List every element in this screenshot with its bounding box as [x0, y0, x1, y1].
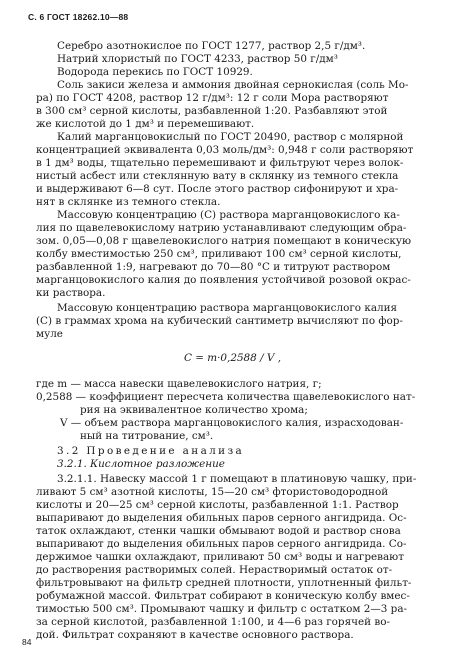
- text-line: ра) по ГОСТ 4208, раствор 12 г/дм³: 12 г соли Мора растворяют: [36, 92, 389, 104]
- text-line: Водорода перекись по ГОСТ 10929.: [57, 66, 253, 78]
- text-line: колбу вместимостью 250 см³, приливают 100 см³ серной кислоты,: [36, 248, 402, 260]
- text-line: 3.2.1.1. Навеску массой 1 г помещают в платиновую чашку, при-: [57, 473, 417, 485]
- text-line: выпаривают до выделения обильных паров серного ангидрида. Со-: [36, 538, 407, 550]
- text-line: и выдерживают 6—8 сут. После этого раствор сифонируют и хра-: [36, 183, 399, 195]
- text-line: ки раствора.: [36, 287, 106, 299]
- text-line: лия по щавелевокислому натрию устанавливают следующим обра-: [36, 222, 407, 234]
- subsection-heading: 3.2.1. Кислотное разложение: [57, 458, 225, 470]
- text-line: марганцовокислого калия до появления устойчивой розовой окрас-: [36, 274, 411, 286]
- section-heading: 3.2 Проведение анализа: [57, 445, 245, 457]
- text-line: нят в склянке из темного стекла.: [36, 196, 221, 208]
- text-line: концентрацией эквивалента 0,03 моль/дм³: 0,948 г соли растворяют: [36, 144, 414, 156]
- text-line: в 300 см³ серной кислоты, разбавленной 1:20. Разбавляют этой: [36, 105, 388, 117]
- text-line: Серебро азотнокислое по ГОСТ 1277, раствор 2,5 г/дм³.: [57, 40, 366, 52]
- text-line: в 1 дм³ воды, тщательно перемешивают и фильтруют через волок-: [36, 157, 404, 169]
- text-line: Натрий хлористый по ГОСТ 4233, раствор 50 г/дм³: [57, 53, 338, 65]
- text-line: держимое чашки охлаждают, приливают 50 см³ воды и нагревают: [36, 551, 404, 563]
- text-line: выпаривают до выделения обильных паров серного ангидрида. Ос-: [36, 512, 407, 524]
- text-line: кислоты и 20—25 см³ серной кислоты, разбавленной 1:1. Раствор: [36, 499, 399, 511]
- text-line: муле: [36, 328, 63, 340]
- text-line: Калий марганцовокислый по ГОСТ 20490, раствор с молярной: [57, 131, 404, 143]
- text-line: рия на эквивалентное количество хрома;: [80, 404, 308, 416]
- text-line: ный на титрование, см³.: [80, 430, 214, 442]
- text-line: 0,2588 — коэффициент пересчета количества щавелевокислого нат-: [36, 391, 416, 403]
- text-line: дой. Фильтрат сохраняют в качестве основного раствора.: [36, 629, 354, 641]
- text-line: V — объем раствора марганцовокислого калия, израсходован-: [60, 417, 404, 429]
- text-line: зом. 0,05—0,08 г щавелевокислого натрия помещают в коническую: [36, 235, 412, 247]
- text-line: разбавленной 1:9, нагревают до 70—80 °С и титруют раствором: [36, 261, 391, 273]
- text-line: Массовую концентрацию раствора марганцовокислого калия: [57, 302, 398, 314]
- text-line: робумажной массой. Фильтрат собирают в коническую колбу вмес-: [36, 590, 410, 602]
- text-line: (C) в граммах хрома на кубический сантиметр вычисляют по фор-: [36, 315, 403, 327]
- text-line: до растворения растворимых солей. Нерастворимый остаток от-: [36, 564, 393, 576]
- text-line: Соль закиси железа и аммония двойная сернокислая (соль Мо-: [57, 79, 409, 91]
- text-line: за серной кислотой, разбавленной 1:100, и 4—6 раз горячей во-: [36, 616, 391, 628]
- text-line: где m — масса навески щавелевокислого натрия, г;: [36, 378, 322, 390]
- running-header: С. 6 ГОСТ 18262.10—88: [28, 12, 129, 22]
- text-line: нистый асбест или стеклянную вату в склянку из темного стекла: [36, 170, 399, 182]
- text-line: фильтровывают на фильтр средней плотности, уплотненный фильт-: [36, 577, 412, 589]
- text-line: Массовую концентрацию (C) раствора марганцовокислого ка-: [57, 209, 400, 221]
- page-number: 84: [22, 637, 32, 647]
- text-line: таток охлаждают, стенки чашки обмывают водой и раствор снова: [36, 525, 401, 537]
- formula: C = m·0,2588 / V ,: [184, 352, 281, 364]
- text-line: же кислотой до 1 дм³ и перемешивают.: [36, 118, 255, 130]
- text-line: ливают 5 см³ азотной кислоты, 15—20 см³ фтористоводородной: [36, 486, 389, 498]
- text-line: тимостью 500 см³. Промывают чашку и фильтр с остатком 2—3 ра-: [36, 603, 408, 615]
